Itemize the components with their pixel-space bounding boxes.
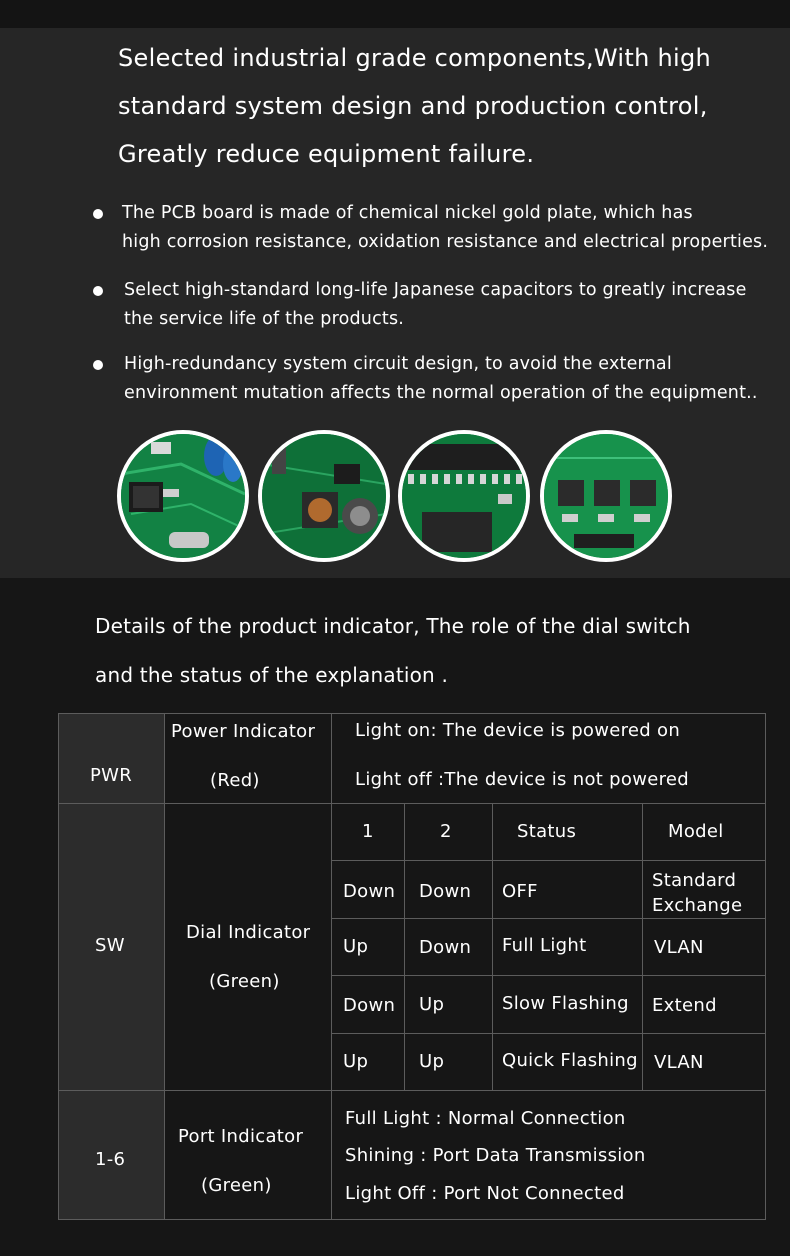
table-rule <box>404 803 405 1091</box>
sw-row-4-model: VLAN <box>654 1052 704 1073</box>
sw-row-2-status: Full Light <box>502 935 587 956</box>
table-rule <box>492 803 493 1091</box>
port-name: Port Indicator <box>178 1126 304 1147</box>
bullet-dot-icon <box>93 209 103 219</box>
pwr-name: Power Indicator <box>171 721 316 742</box>
pcb-closeup-image-1 <box>117 430 249 562</box>
sw-row-2-switch-1: Up <box>343 936 369 957</box>
table-rule <box>331 713 332 1220</box>
pcb-closeup-image-2 <box>258 430 390 562</box>
pwr-desc-2: Light off :The device is not powered <box>355 769 689 790</box>
bullet-dot-icon <box>93 286 103 296</box>
pwr-color: (Red) <box>210 770 260 791</box>
port-desc-1: Full Light : Normal Connection <box>345 1108 626 1129</box>
sw-row-3-status: Slow Flashing <box>502 993 629 1014</box>
bullet-1-line-2: high corrosion resistance, oxidation resistance and electrical properties. <box>122 232 769 252</box>
sw-color: (Green) <box>209 971 280 992</box>
sw-header-2: 2 <box>440 821 452 842</box>
sw-row-4-switch-2: Up <box>419 1051 445 1072</box>
bullet-2-line-1: Select high-standard long-life Japanese capacitors to greatly increase <box>124 280 747 300</box>
bullet-2-line-2: the service life of the products. <box>124 309 405 329</box>
pwr-desc-1: Light on: The device is powered on <box>355 720 681 741</box>
sw-row-3-model: Extend <box>652 995 717 1016</box>
top-strip <box>0 0 790 28</box>
table-rule <box>331 1033 766 1034</box>
sw-name: Dial Indicator <box>186 922 311 943</box>
sw-row-4-switch-1: Up <box>343 1051 369 1072</box>
headline-line-1: Selected industrial grade components,With high <box>118 44 712 72</box>
sw-row-2-model: VLAN <box>654 937 704 958</box>
table-rule <box>331 975 766 976</box>
pwr-label-cell <box>58 713 164 803</box>
sw-header-status: Status <box>517 821 577 842</box>
port-desc-2: Shining : Port Data Transmission <box>345 1145 646 1166</box>
sw-row-3-switch-2: Up <box>419 994 445 1015</box>
sw-label: SW <box>95 935 125 956</box>
sw-header-1: 1 <box>362 821 374 842</box>
headline-line-3: Greatly reduce equipment failure. <box>118 140 535 168</box>
pcb-closeup-image-3 <box>398 430 530 562</box>
table-rule <box>765 713 766 1220</box>
table-rule <box>58 713 59 1220</box>
bullet-3-line-1: High-redundancy system circuit design, to avoid the external <box>124 354 672 374</box>
table-rule <box>642 803 643 1091</box>
table-rule <box>164 713 165 1220</box>
table-rule <box>331 860 766 861</box>
bullet-1-line-1: The PCB board is made of chemical nickel gold plate, which has <box>122 203 693 223</box>
sw-row-4-status: Quick Flashing <box>502 1050 638 1071</box>
sw-header-model: Model <box>668 821 724 842</box>
port-desc-3: Light Off : Port Not Connected <box>345 1183 625 1204</box>
port-color: (Green) <box>201 1175 272 1196</box>
pwr-label: PWR <box>90 765 133 786</box>
bullet-dot-icon <box>93 360 103 370</box>
headline-line-2: standard system design and production control, <box>118 92 708 120</box>
bullet-3-line-2: environment mutation affects the normal operation of the equipment.. <box>124 383 758 403</box>
table-rule <box>331 918 766 919</box>
pcb-closeup-image-4 <box>540 430 672 562</box>
sw-row-1-model: Standard Exchange <box>652 870 743 916</box>
port-label: 1-6 <box>95 1149 126 1170</box>
details-heading-line-2: and the status of the explanation . <box>95 663 449 687</box>
sw-row-1-switch-1: Down <box>343 881 396 902</box>
details-heading-line-1: Details of the product indicator, The role of the dial switch <box>95 614 691 638</box>
sw-row-3-switch-1: Down <box>343 995 396 1016</box>
sw-row-2-switch-2: Down <box>419 937 472 958</box>
sw-row-1-status: OFF <box>502 881 538 902</box>
sw-row-1-switch-2: Down <box>419 881 472 902</box>
